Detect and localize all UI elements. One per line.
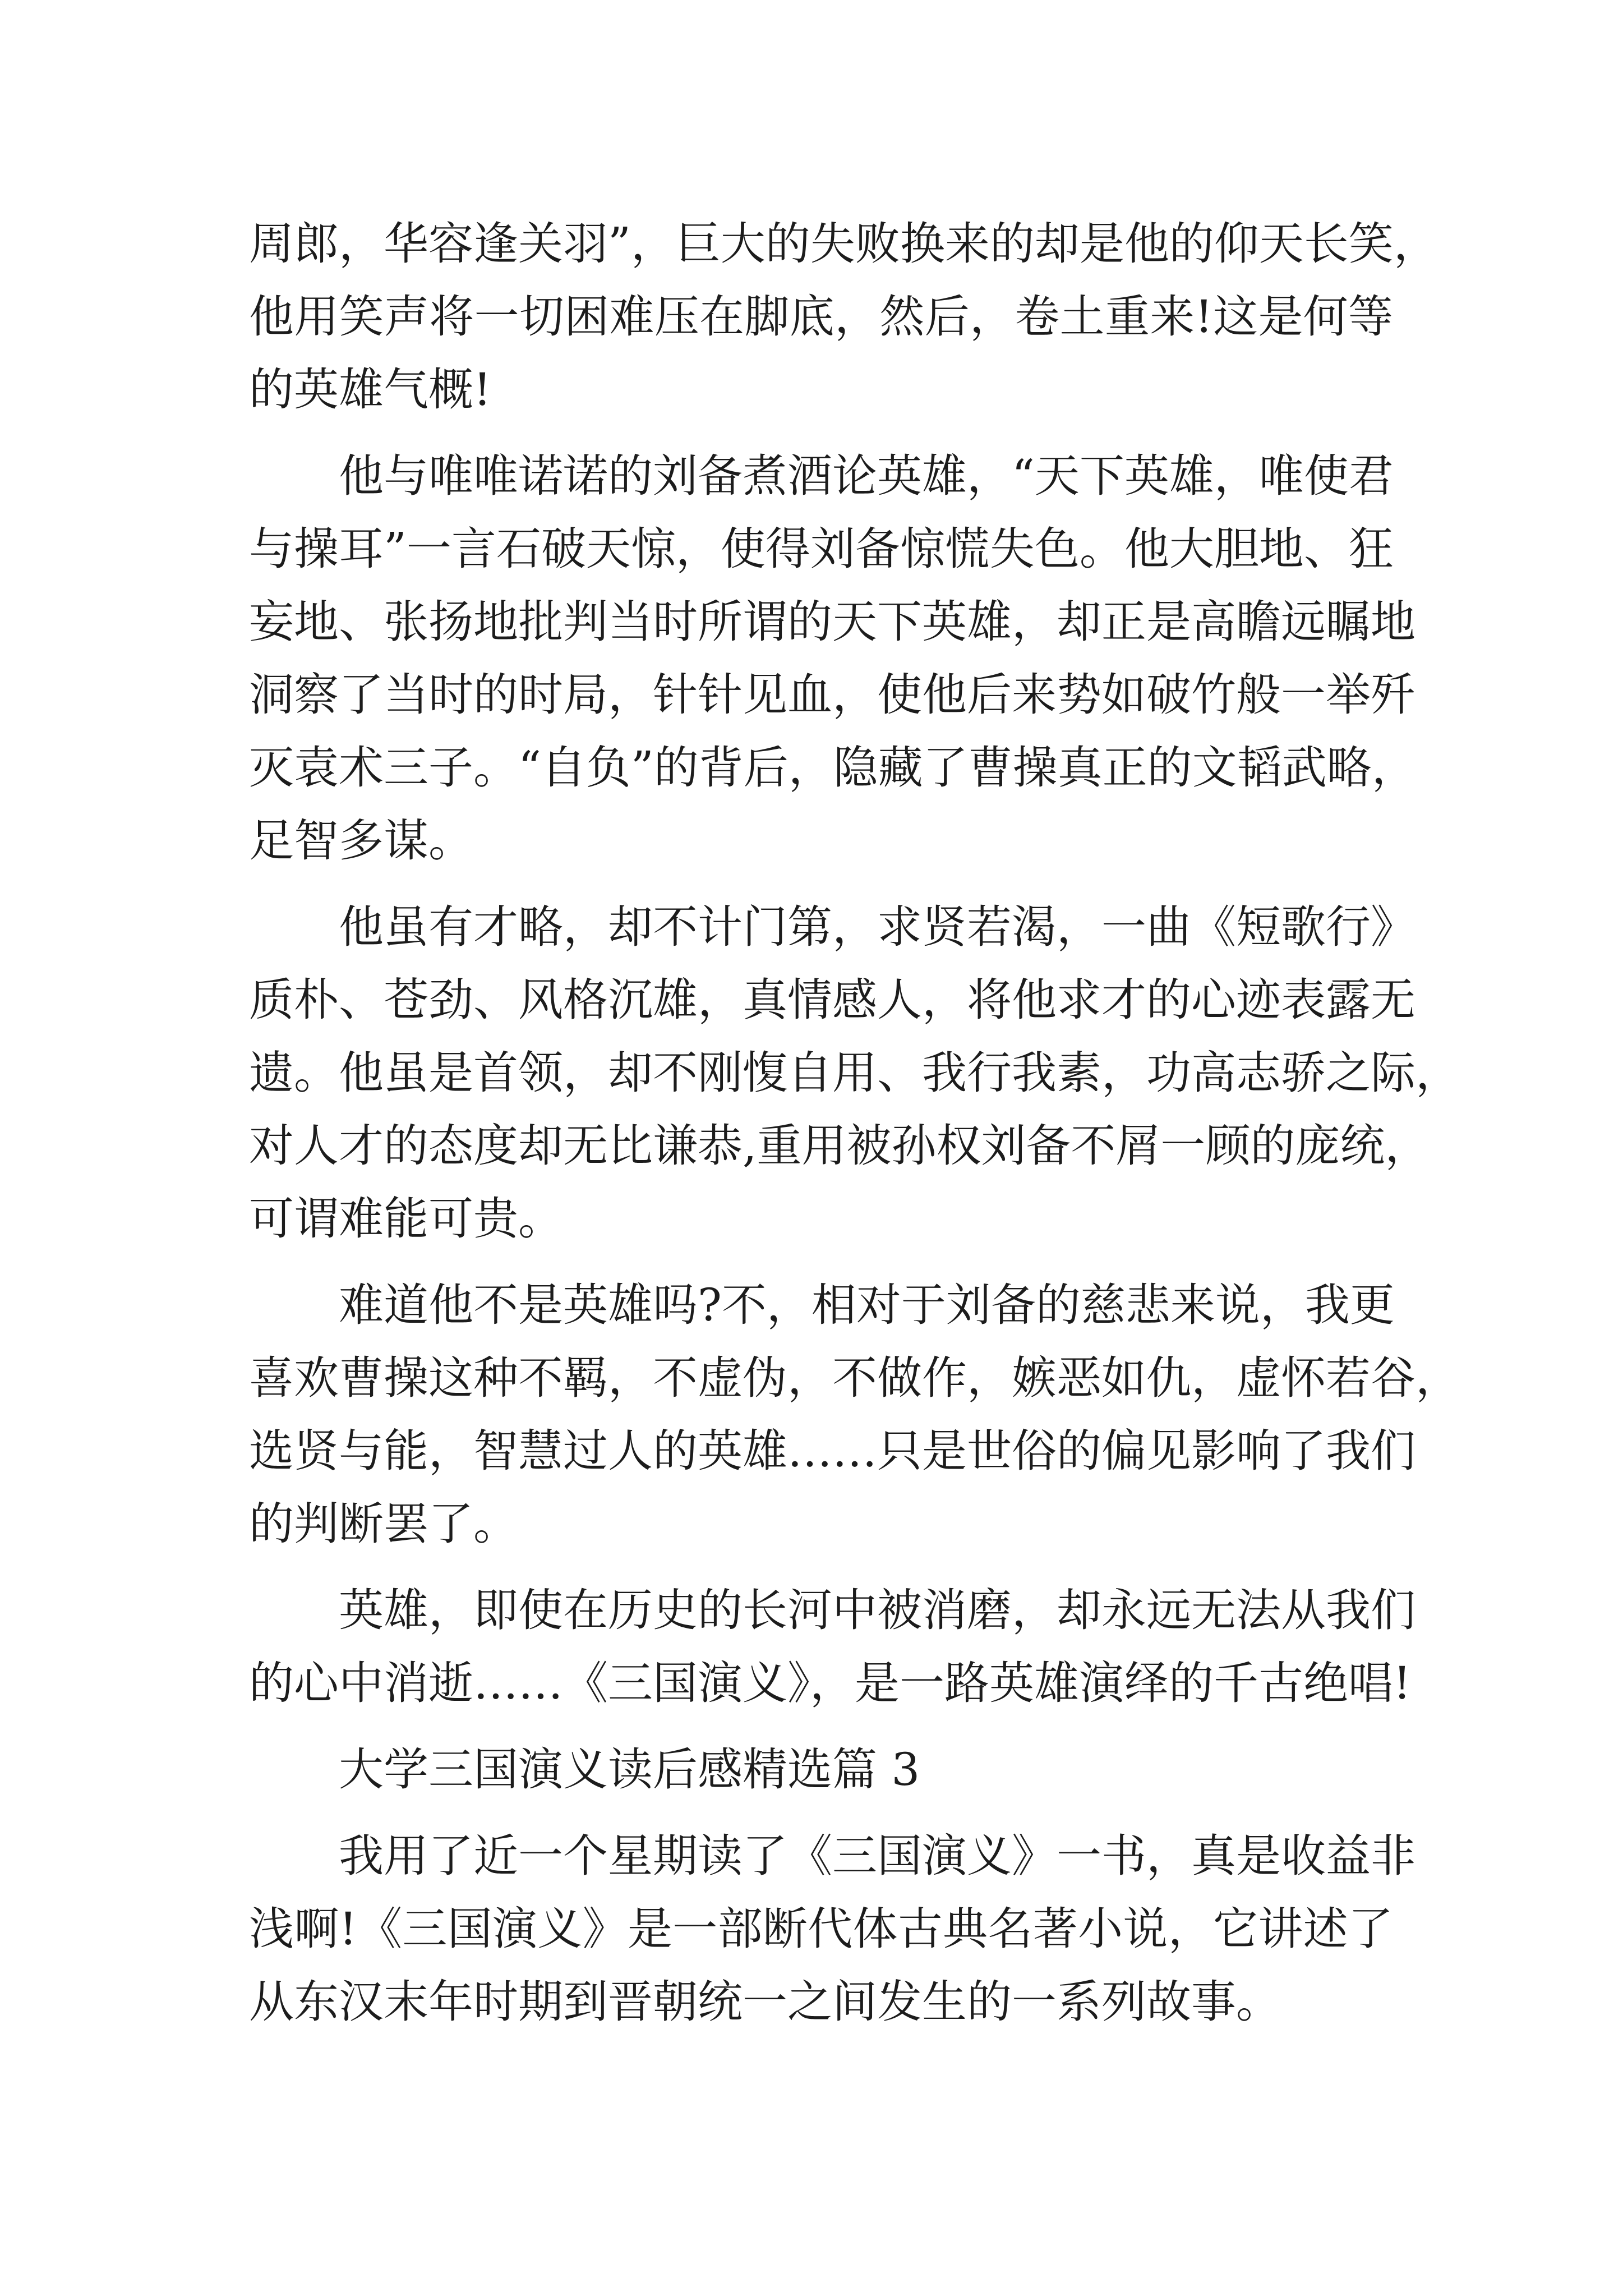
text-line: 喜欢曹操这种不羁，不虚伪，不做作，嫉恶如仇，虚怀若谷， bbox=[249, 1352, 1460, 1404]
paragraph-first-line: 他与唯唯诺诺的刘备煮酒论英雄，“天下英雄，唯使君 bbox=[339, 450, 1394, 502]
paragraph-first-line: 难道他不是英雄吗?不，相对于刘备的慈悲来说，我更 bbox=[339, 1279, 1395, 1331]
text-line: 的心中消逝……《三国演义》，是一路英雄演绎的千古绝唱! bbox=[249, 1657, 1412, 1709]
text-line: 周郎，华容逢关羽”，巨大的失败换来的却是他的仰天长笑， bbox=[249, 218, 1438, 270]
text-line: 灭袁术三子。“自负”的背后，隐藏了曹操真正的文韬武略， bbox=[249, 742, 1417, 794]
text-line: 遗。他虽是首领，却不刚愎自用、我行我素，功高志骄之际， bbox=[249, 1047, 1460, 1099]
text-line: 洞察了当时的时局，针针见血，使他后来势如破竹般一举歼 bbox=[249, 669, 1415, 721]
section-heading: 大学三国演义读后感精选篇 3 bbox=[339, 1743, 920, 1796]
paragraph-first-line: 我用了近一个星期读了《三国演义》一书，真是收益非 bbox=[339, 1830, 1415, 1882]
text-line: 的英雄气概! bbox=[249, 364, 492, 416]
text-line: 从东汉末年时期到晋朝统一之间发生的一系列故事。 bbox=[249, 1976, 1281, 2028]
text-line: 浅啊!《三国演义》是一部断代体古典名著小说，它讲述了 bbox=[249, 1903, 1393, 1955]
paragraph-first-line: 他虽有才略，却不计门第，求贤若渴，一曲《短歌行》 bbox=[339, 901, 1415, 953]
text-line: 足智多谋。 bbox=[249, 815, 473, 867]
paragraph-first-line: 英雄，即使在历史的长河中被消磨，却永远无法从我们 bbox=[339, 1584, 1415, 1636]
text-line: 选贤与能，智慧过人的英雄……只是世俗的偏见影响了我们 bbox=[249, 1425, 1415, 1477]
text-line: 的判断罢了。 bbox=[249, 1498, 518, 1550]
text-line: 与操耳”一言石破天惊，使得刘备惊慌失色。他大胆地、狂 bbox=[249, 523, 1394, 575]
text-line: 他用笑声将一切困难压在脚底，然后，卷土重来!这是何等 bbox=[249, 291, 1393, 343]
text-line: 对人才的态度却无比谦恭,重用被孙权刘备不屑一顾的庞统， bbox=[249, 1120, 1430, 1172]
text-line: 可谓难能可贵。 bbox=[249, 1193, 563, 1245]
text-line: 质朴、苍劲、风格沉雄，真情感人，将他求才的心迹表露无 bbox=[249, 974, 1415, 1026]
text-line: 妄地、张扬地批判当时所谓的天下英雄，却正是高瞻远瞩地 bbox=[249, 596, 1415, 648]
